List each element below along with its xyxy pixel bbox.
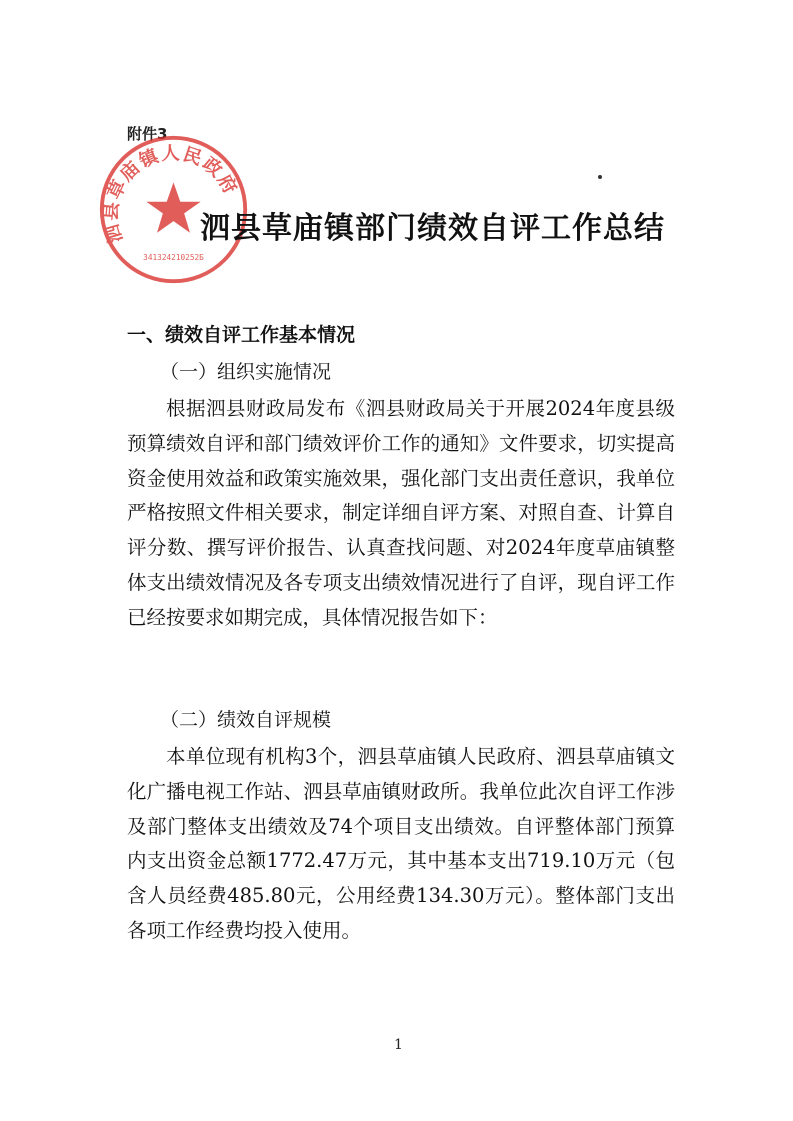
paragraph-scale: 本单位现有机构3个，泗县草庙镇人民政府、泗县草庙镇文化广播电视工作站、泗县草庙镇财政所。我单位此次自评工作涉及部门整体支出绩效及74个项目支出绩效。自评整体部门预算内支出资金总额1772.47万元，其中基本支出719.10万元（包含人员经费485.80元，公用经费134.30万元）。整体部门支出各项工作经费均投入使用。 bbox=[127, 745, 675, 942]
page-number: 1 bbox=[394, 1037, 403, 1053]
star-icon bbox=[146, 182, 200, 232]
subsection-heading-2: （二）绩效自评规模 bbox=[160, 709, 332, 731]
document-title: 泗县草庙镇部门绩效自评工作总结 bbox=[200, 211, 665, 246]
attachment-label: 附件3 bbox=[127, 125, 168, 143]
paragraph-organization: 根据泗县财政局发布《泗县财政局关于开展2024年度县级预算绩效自评和部门绩效评价工作的通知》文件要求，切实提高资金使用效益和政策实施效果，强化部门支出责任意识，我单位严格按照文件相关要求，制定详细自评方案、对照自查、计算自评分数、撰写评价报告、认真查找问题、对2024年度草庙镇整体支出绩效情况及各专项支出绩效情况进行了自评，现自评工作已经按要求如期完成，具体情况报告如下： bbox=[127, 397, 675, 629]
seal-text: 泗县草庙镇人民政府 bbox=[100, 143, 242, 246]
dot-mark bbox=[598, 175, 602, 179]
seal-code: 341324210252Б bbox=[143, 252, 204, 262]
subsection-heading-1: （一）组织实施情况 bbox=[160, 361, 332, 383]
section-heading-1: 一、绩效自评工作基本情况 bbox=[127, 324, 356, 346]
